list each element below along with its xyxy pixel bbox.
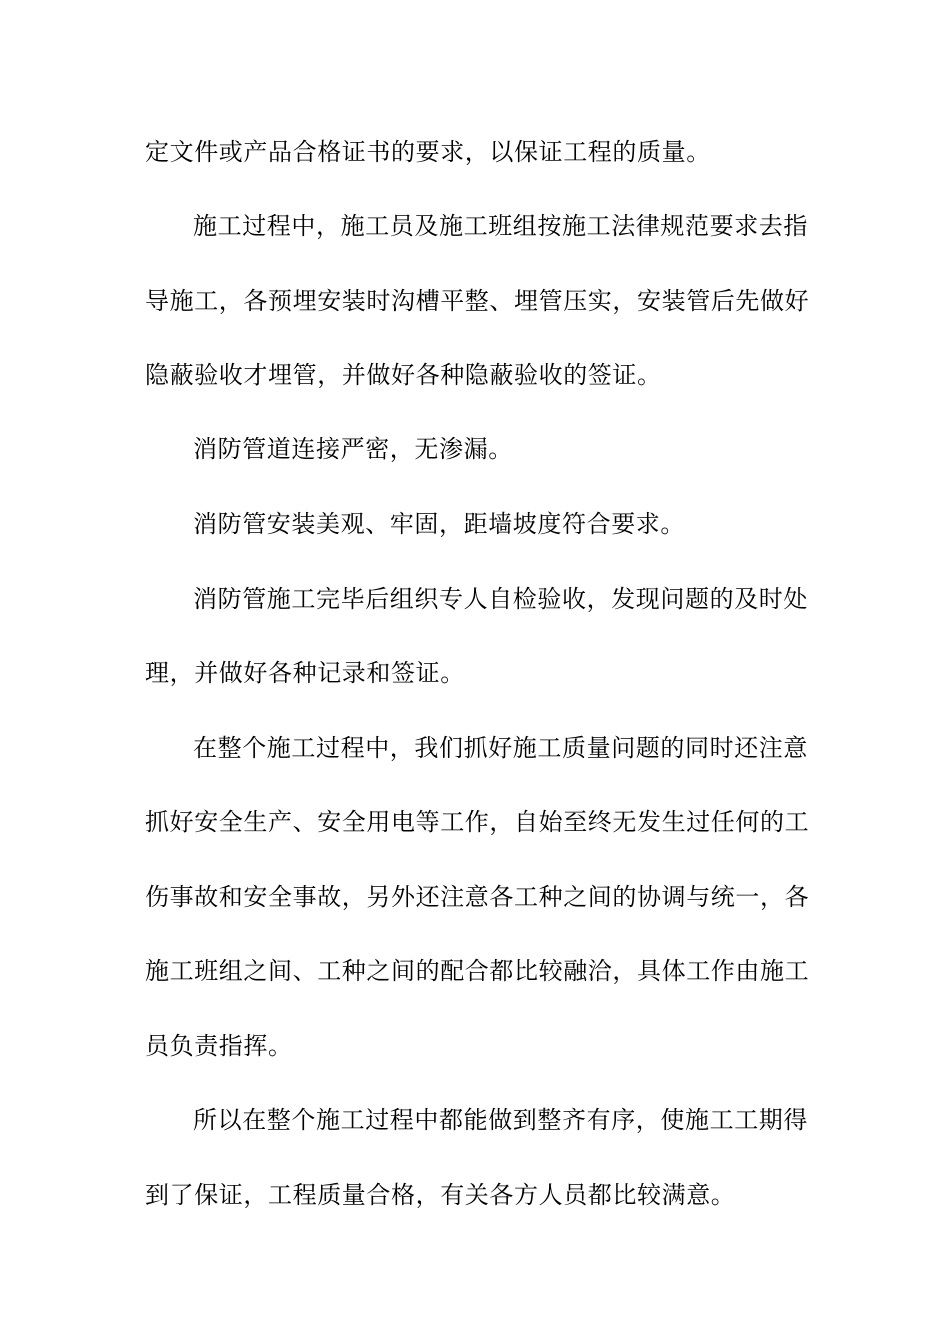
text-line: 伤事故和安全事故，另外还注意各工种之间的协调与统一，各 (145, 883, 810, 911)
paragraph-first-line: 消防管安装美观、牢固，距墙坡度符合要求。 (193, 510, 685, 538)
paragraph-first-line: 在整个施工过程中，我们抓好施工质量问题的同时还注意 (193, 734, 808, 762)
paragraph-first-line: 施工过程中，施工员及施工班组按施工法律规范要求去指 (193, 212, 808, 240)
paragraph-first-line: 所以在整个施工过程中都能做到整齐有序，使施工工期得 (193, 1106, 808, 1134)
text-line: 隐蔽验收才埋管，并做好各种隐蔽验收的签证。 (145, 361, 662, 389)
text-line: 员负责指挥。 (145, 1032, 293, 1060)
text-line: 施工班组之间、工种之间的配合都比较融洽，具体工作由施工 (145, 957, 810, 985)
text-line: 定文件或产品合格证书的要求，以保证工程的质量。 (145, 138, 711, 166)
text-line: 抓好安全生产、安全用电等工作，自始至终无发生过任何的工 (145, 808, 810, 836)
text-line: 理，并做好各种记录和签证。 (145, 659, 465, 687)
text-line: 到了保证，工程质量合格，有关各方人员都比较满意。 (145, 1181, 736, 1209)
text-line: 导施工，各预埋安装时沟槽平整、埋管压实，安装管后先做好 (145, 287, 810, 315)
paragraph-first-line: 消防管施工完毕后组织专人自检验收，发现问题的及时处 (193, 585, 808, 613)
paragraph-first-line: 消防管道连接严密，无渗漏。 (193, 435, 513, 463)
